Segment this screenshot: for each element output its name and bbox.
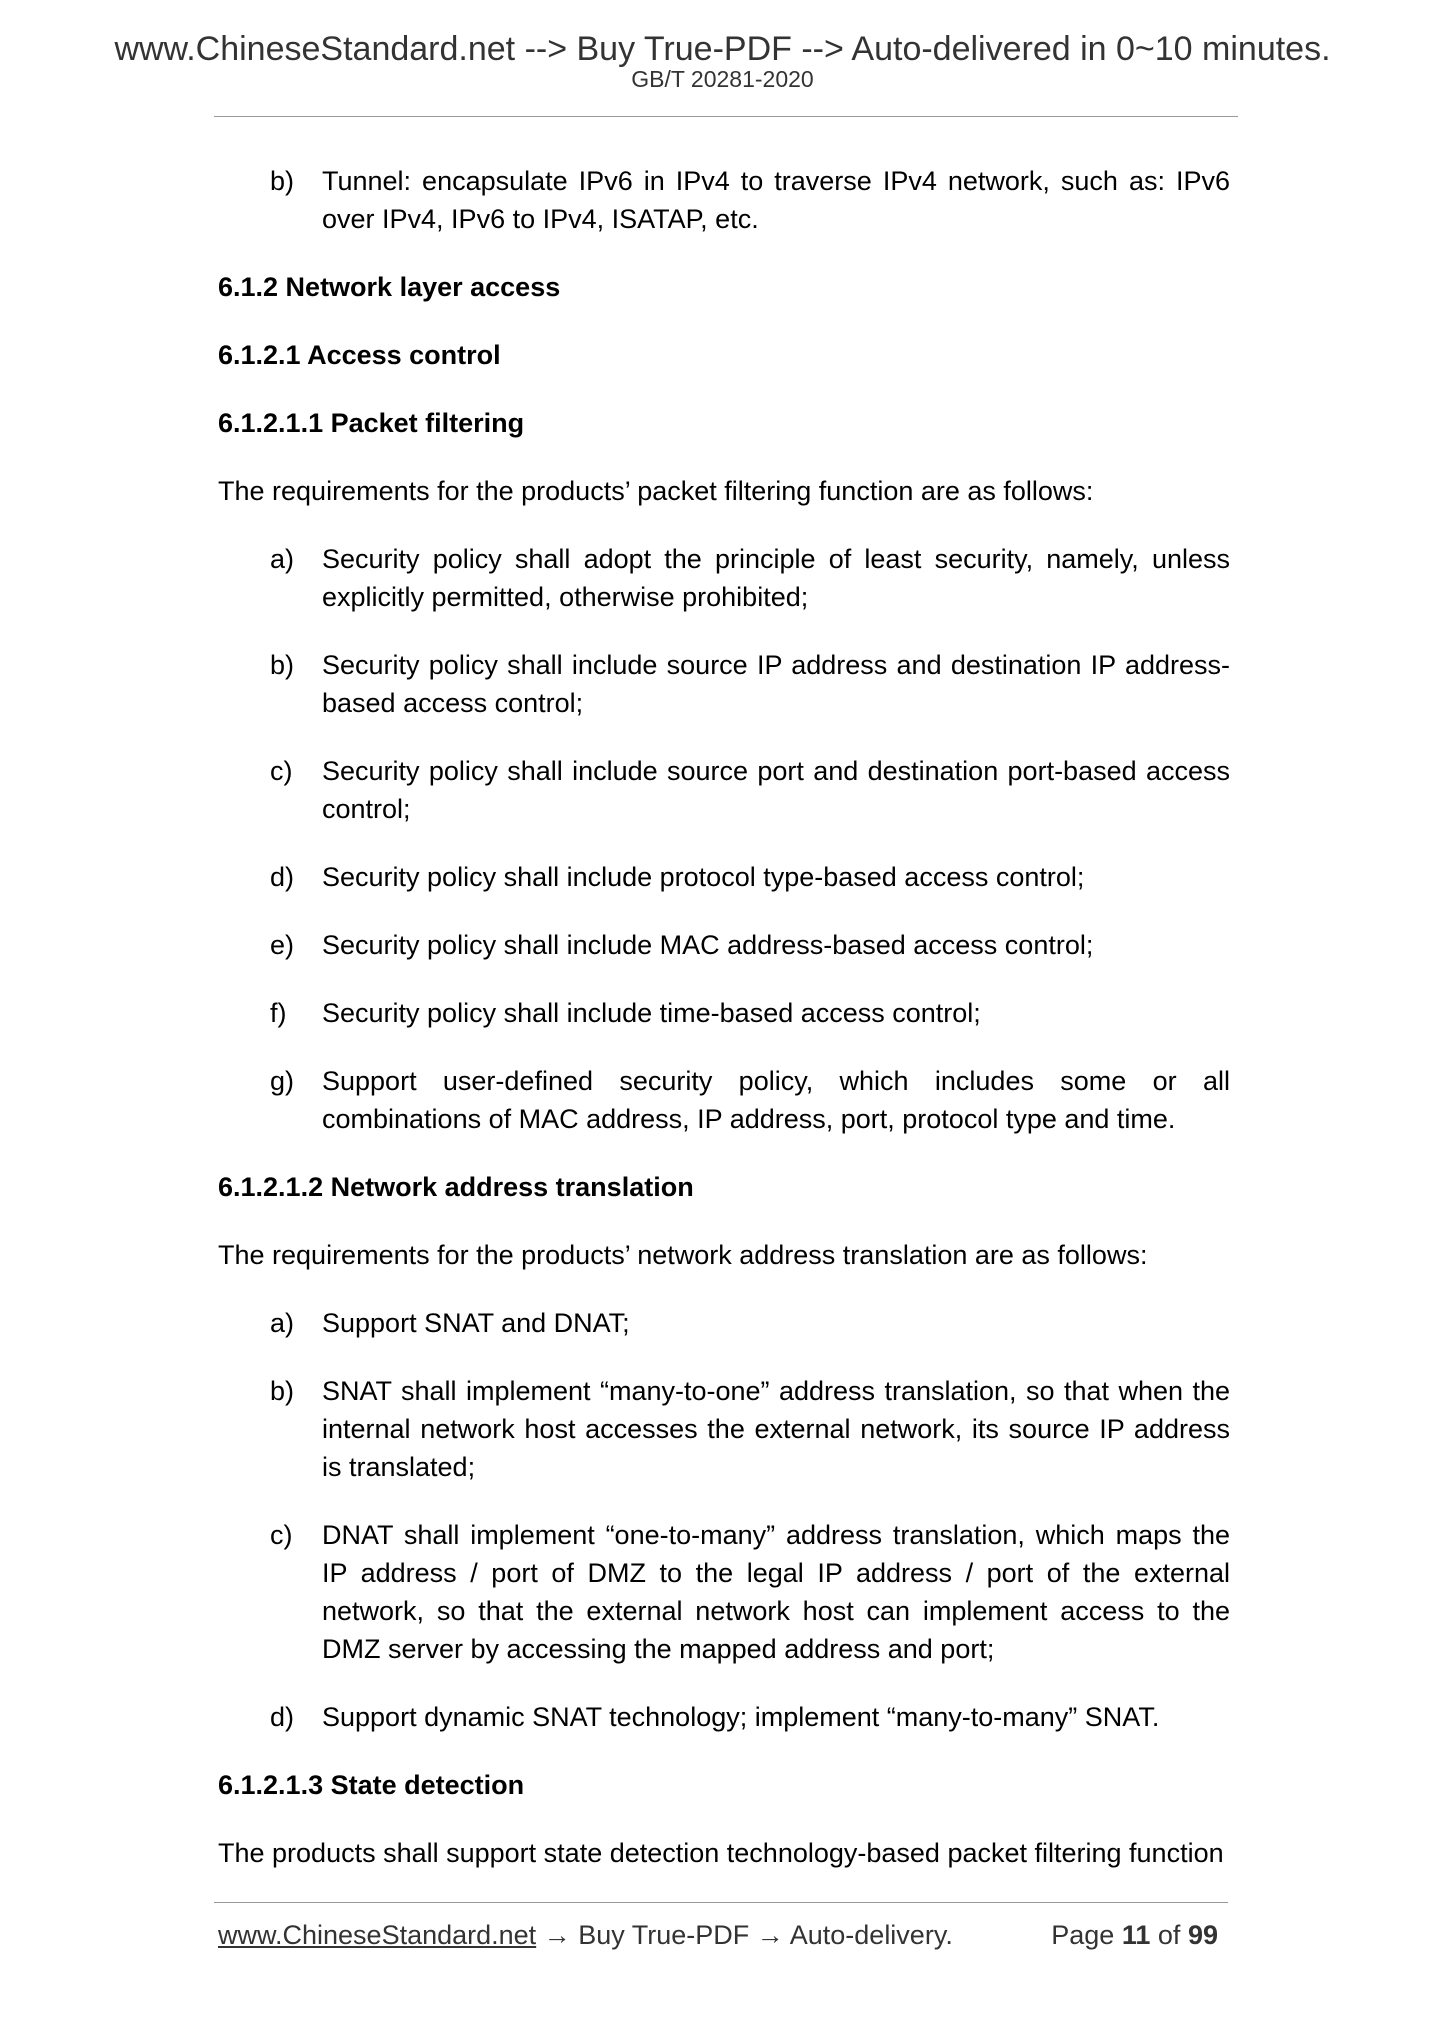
list-item-label: a) [270,544,295,574]
list-item [218,646,1230,722]
list-item-label: d) [270,1702,295,1732]
page-content [218,162,1230,1872]
heading-6-1-2-1: 6.1.2.1 Access control [218,340,501,370]
list-item [218,1062,1230,1138]
list-item [218,752,1230,828]
list-item-label: e) [270,930,295,960]
list-item [218,1516,1230,1668]
list-item-text: DNAT shall implement “one-to-many” address translation, which maps the IP address / port of DMZ to the legal IP address / port of the external network, so that the external network host can implement access to the DMZ server by accessing the mapped address and port; [322,1520,1230,1664]
heading-6-1-2-1-2: 6.1.2.1.2 Network address translation [218,1172,694,1202]
of-label: of [1157,1920,1181,1950]
list-item [218,540,1230,616]
document-number: GB/T 20281-2020 [631,66,814,92]
page-total: 99 [1187,1920,1218,1950]
heading-6-1-2: 6.1.2 Network layer access [218,272,561,302]
heading-6-1-2-1-1: 6.1.2.1.1 Packet filtering [218,408,525,438]
list-item-text: Security policy shall include protocol type-based access control; [322,862,1085,892]
page-footer [218,1920,1230,1951]
list-item-text: Security policy shall adopt the principle of least security, namely, unless explicitly permitted, otherwise prohibited; [322,544,1230,612]
list-item [218,926,1230,964]
list-item [218,994,1230,1032]
list-item [218,162,1230,238]
footer-site-link[interactable]: www.ChineseStandard.net [218,1920,537,1950]
list-item-text: Support user-defined security policy, which includes some or all combinations of MAC address, IP address, port, protocol type and time. [322,1066,1230,1134]
list-item-text: Security policy shall include source IP address and destination IP address-based access control; [322,650,1230,718]
list-item-label: d) [270,862,295,892]
list-item-label: c) [270,756,293,786]
list-item [218,858,1230,896]
list-item-text: SNAT shall implement “many-to-one” address translation, so that when the internal network host accesses the external network, its source IP address is translated; [322,1376,1230,1482]
packet-filtering-intro: The requirements for the products’ packet filtering function are as follows: [218,476,1094,506]
list-item-label: b) [270,166,295,196]
list-item-label: b) [270,650,295,680]
list-item-text: Security policy shall include source port and destination port-based access control; [322,756,1230,824]
list-item [218,1372,1230,1486]
list-item [218,1304,1230,1342]
heading-6-1-2-1-3: 6.1.2.1.3 State detection [218,1770,525,1800]
list-item-label: g) [270,1066,295,1096]
list-item-label: c) [270,1520,293,1550]
list-item [218,1698,1230,1736]
list-item-label: f) [270,998,287,1028]
list-item-text: Security policy shall include MAC address-based access control; [322,930,1094,960]
header-divider [214,116,1238,117]
list-item-label: b) [270,1376,295,1406]
list-item-text: Tunnel: encapsulate IPv6 in IPv4 to traverse IPv4 network, such as: IPv6 over IPv4, IPv6 to IPv4, ISATAP, etc. [322,166,1230,234]
nat-intro: The requirements for the products’ network address translation are as follows: [218,1240,1148,1270]
list-item-text: Security policy shall include time-based access control; [322,998,981,1028]
list-item-text: Support dynamic SNAT technology; implement “many-to-many” SNAT. [322,1702,1160,1732]
page-current: 11 [1121,1920,1151,1950]
page-indicator [1051,1920,1218,1951]
site-banner: www.ChineseStandard.net --> Buy True-PDF --> Auto-delivered in 0~10 minutes. [114,30,1331,68]
footer-divider [214,1902,1228,1903]
list-item-text: Support SNAT and DNAT; [322,1308,630,1338]
state-detection-text: The products shall support state detection technology-based packet filtering function [218,1838,1224,1868]
page-label: Page [1051,1920,1115,1950]
footer-text: → Buy True-PDF → Auto-delivery. [536,1920,953,1950]
list-item-label: a) [270,1308,295,1338]
